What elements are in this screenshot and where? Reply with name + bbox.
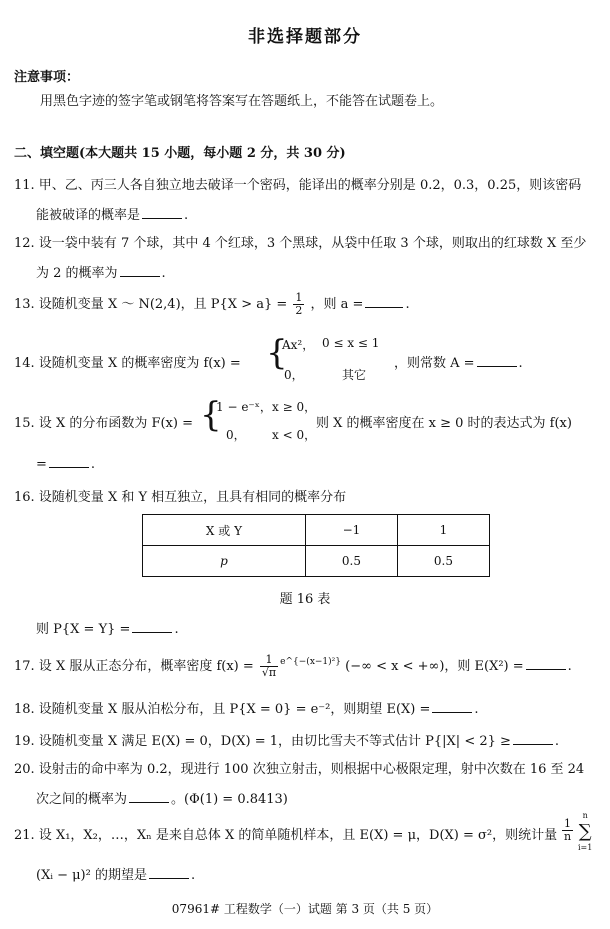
q15-blank[interactable] xyxy=(49,456,89,468)
q19: 19. 设随机变量 X 满足 E(X) = 0，D(X) = 1，由切比雪夫不等式估计 P{|X| < 2} ≥ . xyxy=(14,734,560,749)
q15-line2: = . xyxy=(36,457,96,472)
page-title: 非选择题部分 xyxy=(248,27,362,47)
section-heading: 二、填空题(本大题共 15 小题，每小题 2 分，共 30 分) xyxy=(14,146,346,161)
q14-post: ，则常数 A = . xyxy=(394,356,523,371)
q21-line1: 21. 设 X₁，X₂，…，Xₙ 是来自总体 X 的简单随机样本，且 E(X) = μ，D(X) = σ²，则统计量 xyxy=(14,828,558,843)
q13: 13. 设随机变量 X ～ N(2,4)，且 P{X > a} = $\frac{1}{2}$ ，则 a = . xyxy=(14,291,410,317)
q14-case2a: 0， xyxy=(284,368,304,382)
q14-case1a: Ax²， xyxy=(282,338,315,352)
q20-line1: 20. 设射击的命中率为 0.2，现进行 100 次独立射击，则根据中心极限定理，射中次数在 16 至 24 xyxy=(14,762,585,777)
table-cell: 0.5 xyxy=(397,546,489,577)
table-cell: −1 xyxy=(305,515,397,546)
q16-blank[interactable] xyxy=(132,621,172,633)
table-row xyxy=(143,515,490,546)
q15-case2a: 0， xyxy=(226,428,246,442)
q13-blank[interactable] xyxy=(365,296,403,308)
q18: 18. 设随机变量 X 服从泊松分布，且 P{X = 0} = e⁻²，则期望 E(X) = . xyxy=(14,702,479,717)
q15-case2b: x < 0， xyxy=(272,428,317,442)
q14-brace: { xyxy=(266,333,288,373)
q16-table xyxy=(142,514,490,577)
q11-line2: 能被破译的概率是 . xyxy=(36,208,189,223)
q14-case2b: 其它 xyxy=(342,368,367,382)
notice-heading: 注意事项： xyxy=(14,70,80,85)
q17-fraction: $\frac{1}{√\pi}$ xyxy=(261,653,277,679)
q12-line1: 12. 设一袋中装有 7 个球，其中 4 个红球，3 个黑球，从袋中任取 3 个球，则取出的红球数 X 至少 xyxy=(14,236,587,251)
q12-line2: 为 2 的概率为 . xyxy=(36,266,166,281)
q18-blank[interactable] xyxy=(432,701,472,713)
q16-caption: 题 16 表 xyxy=(279,592,331,607)
q11-line1: 11. 甲、乙、丙三人各自独立地去破译一个密码，能译出的概率分别是 0.2，0.3，0.25，则该密码 xyxy=(14,178,582,193)
table-cell: 0.5 xyxy=(305,546,397,577)
q16-ask: 则 P{X = Y} = . xyxy=(36,622,179,637)
page-footer: 07961# 工程数学（一）试题 第 3 页（共 5 页） xyxy=(171,902,439,916)
q15-case1b: x ≥ 0， xyxy=(272,400,317,414)
q12-blank[interactable] xyxy=(120,265,160,277)
q14-case1b: 0 ≤ x ≤ 1 xyxy=(322,336,380,350)
q15-brace: { xyxy=(200,395,222,435)
table-cell: p xyxy=(143,546,306,577)
q21-fraction: $\frac{1}{n}$ xyxy=(564,817,572,843)
q20-line2: 次之间的概率为 。(Φ(1) = 0.8413) xyxy=(36,792,288,807)
q21-blank[interactable] xyxy=(149,867,189,879)
q13-fraction: $\frac{1}{2}$ xyxy=(295,291,303,317)
q15-post: 则 X 的概率密度在 x ≥ 0 时的表达式为 f(x) xyxy=(316,416,572,431)
q16-text: 16. 设随机变量 X 和 Y 相互独立，且具有相同的概率分布 xyxy=(14,490,347,505)
q15-case1a: 1 − e⁻ˣ， xyxy=(216,400,272,414)
q14-pre: 14. 设随机变量 X 的概率密度为 f(x) = xyxy=(14,356,241,371)
q15-pre: 15. 设 X 的分布函数为 F(x) = xyxy=(14,416,193,431)
q11-blank[interactable] xyxy=(142,207,182,219)
notice-text: 用黑色字迹的签字笔或钢笔将答案写在答题纸上，不能答在试题卷上。 xyxy=(40,94,444,109)
q20-blank[interactable] xyxy=(129,791,169,803)
q17: 17. 设 X 服从正态分布，概率密度 f(x) = $\frac{1}{√\pi}$ $^{e\^{}\{-(x-1)^2\}}$ (−∞ < x < +∞)，则 E(X²) = . xyxy=(14,653,572,679)
table-cell: X 或 Y xyxy=(143,515,306,546)
q14-blank[interactable] xyxy=(477,355,517,367)
table-row xyxy=(143,546,490,577)
q17-blank[interactable] xyxy=(526,658,566,670)
q19-blank[interactable] xyxy=(513,733,553,745)
table-cell: 1 xyxy=(397,515,489,546)
q21-sum: n ∑ i=1 xyxy=(578,811,593,852)
q21-line2: (Xᵢ − μ)² 的期望是 . xyxy=(36,868,196,883)
